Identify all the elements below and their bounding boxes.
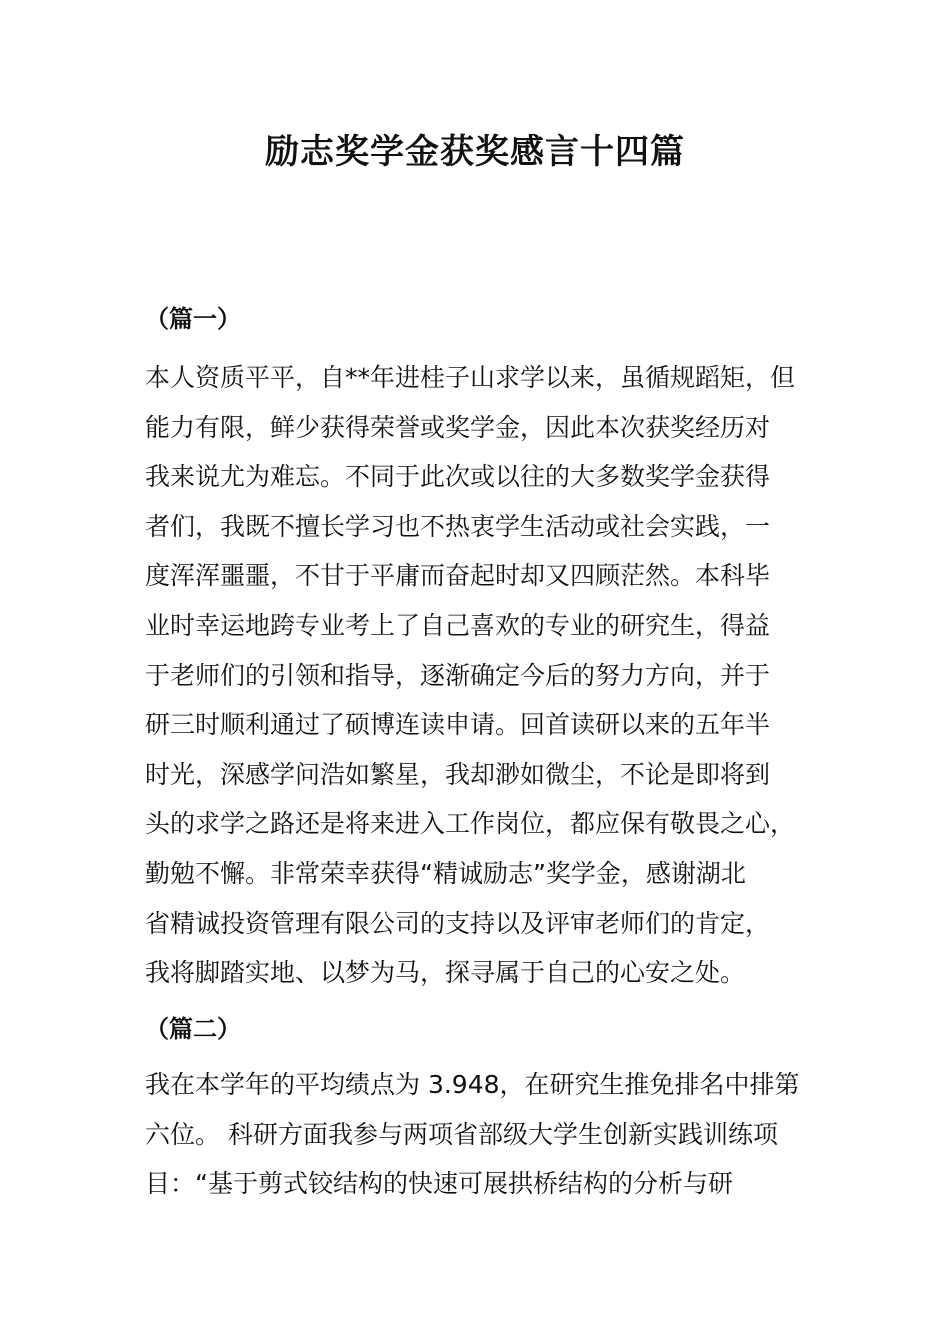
paragraph-line: 能力有限，鲜少获得荣誉或奖学金，因此本次获奖经历对 xyxy=(145,412,771,442)
section-1-paragraph xyxy=(145,353,815,998)
paragraph-line: 目：“基于剪式铰结构的快速可展拱桥结构的分析与研 xyxy=(145,1169,733,1199)
paragraph-line: 度浑浑噩噩，不甘于平庸而奋起时却又四顾茫然。本科毕 xyxy=(145,561,771,591)
paragraph-line: 我将脚踏实地、以梦为马，探寻属于自己的心安之处。 xyxy=(145,958,746,988)
paragraph-line: 我来说尤为难忘。不同于此次或以往的大多数奖学金获得 xyxy=(145,462,771,492)
section-heading-1: （篇一） xyxy=(145,305,241,333)
paragraph-line: 本人资质平平，自**年进桂子山求学以来，虽循规蹈矩，但 xyxy=(145,363,796,392)
paragraph-line: 者们，我既不擅长学习也不热衷学生活动或社会实践，一 xyxy=(145,511,771,541)
paragraph-line: 时光，深感学问浩如繁星，我却渺如微尘，不论是即将到 xyxy=(145,759,771,789)
paragraph-line: 头的求学之路还是将来进入工作岗位，都应保有敬畏之心， xyxy=(145,809,796,839)
section-2-paragraph xyxy=(145,1060,815,1209)
document-title: 励志奖学金获奖感言十四篇 xyxy=(265,132,685,172)
paragraph-line: 六位。 科研方面我参与两项省部级大学生创新实践训练项 xyxy=(145,1119,778,1149)
paragraph-line: 于老师们的引领和指导，逐渐确定今后的努力方向，并于 xyxy=(145,660,771,690)
paragraph-line: 业时幸运地跨专业考上了自己喜欢的专业的研究生，得益 xyxy=(145,610,771,640)
paragraph-line: 我在本学年的平均绩点为 3.948，在研究生推免排名中排第 xyxy=(145,1070,800,1099)
section-heading-2: （篇二） xyxy=(145,1015,241,1043)
paragraph-line: 勤勉不懈。非常荣幸获得“精诚励志”奖学金，感谢湖北 xyxy=(145,858,746,888)
paragraph-line: 省精诚投资管理有限公司的支持以及评审老师们的肯定， xyxy=(145,908,771,938)
paragraph-line: 研三时顺利通过了硕博连读申请。回首读研以来的五年半 xyxy=(145,710,771,740)
